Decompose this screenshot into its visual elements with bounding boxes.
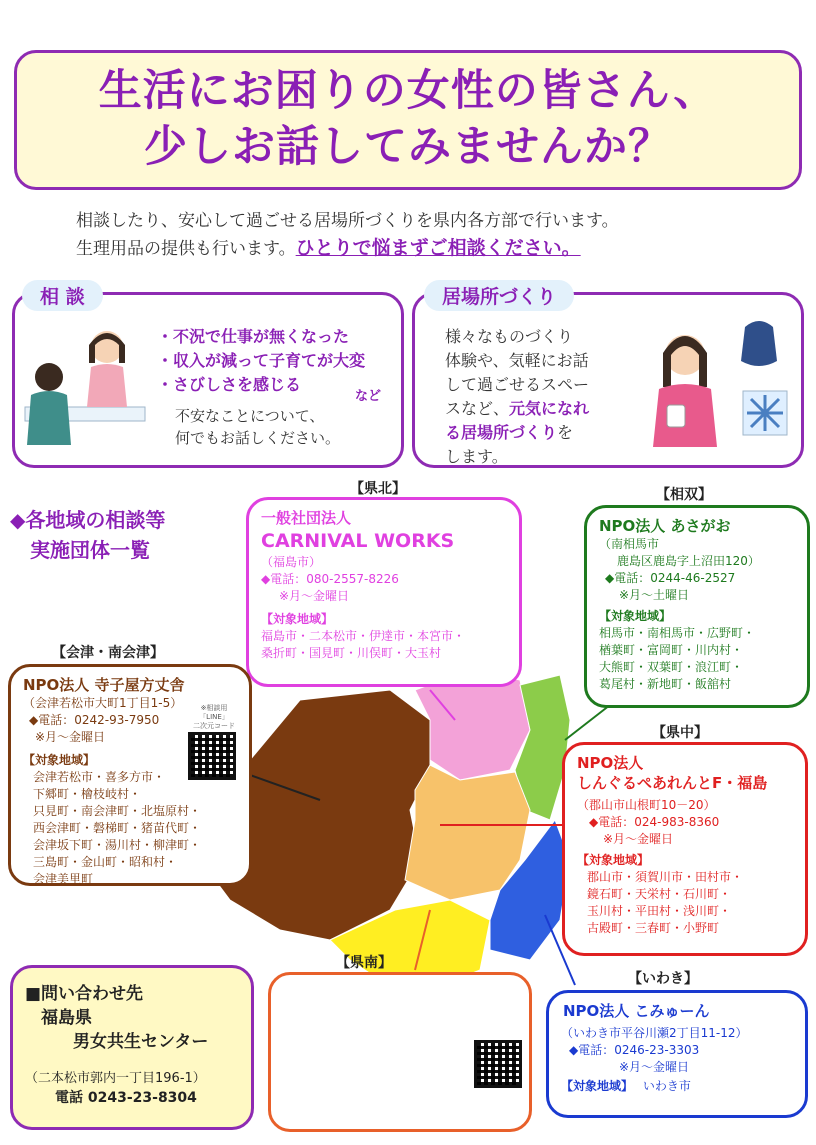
ibasho-line-4 (445, 397, 645, 421)
intro-line-2 (76, 235, 776, 263)
org-komyun-addr: （いわき市平谷川瀬2丁目11-12） (561, 1026, 748, 1040)
relaxing-woman-illustration (625, 307, 805, 457)
ibasho-line-3: して過ごせるスペー (445, 375, 590, 394)
org-list-heading-2: 実施団体一覧 (10, 538, 150, 562)
contact-address: （二本松市郭内一丁目196-1） (25, 1071, 206, 1086)
contact-pref: 福島県 (41, 1008, 92, 1028)
org-terakoya-addr: （会津若松市大町1丁目1-5） (23, 696, 183, 710)
org-list-heading (10, 505, 165, 565)
org-carnival-area-1: 福島市・二本松市・伊達市・本宮市・ (261, 629, 466, 643)
intro-line-2-prefix: 生理用品の提供も行います。 (76, 239, 296, 259)
counseling-illustration (19, 315, 159, 465)
ibasho-line-4b: 元気になれ (509, 399, 590, 418)
sodan-item-1: ・不況で仕事が無くなった (157, 327, 350, 346)
org-asagao (584, 505, 810, 708)
terakoya-qr-note-2: 「LINE」 (199, 713, 229, 721)
title-line-2: 少しお話してみませんか？ (144, 122, 672, 172)
contact-heading: ■問い合わせ先 (25, 984, 144, 1004)
org-terakoya-area-2: 下郷町・檜枝岐村・ (33, 787, 142, 801)
org-asagao-area-label: 【対象地域】 (599, 609, 672, 623)
sodan-items (157, 325, 365, 397)
region-label-kenpoku: 【県北】 (350, 481, 406, 497)
terakoya-qr-code[interactable] (188, 732, 236, 780)
intro-line-1: 相談したり、安心して過ごせる居場所づくりを県内各方部で行います。 (76, 211, 619, 231)
kakecomi-qr-code[interactable] (474, 1040, 522, 1088)
org-single-hours: ※月～金曜日 (603, 832, 674, 846)
sodan-body-1: 不安なことについて、 (175, 407, 325, 425)
region-label-iwaki: 【いわき】 (628, 971, 698, 987)
org-terakoya-name: NPO法人 寺子屋方丈舎 (23, 676, 185, 694)
org-asagao-tel: ◆電話：0244-46-2527 (605, 571, 736, 585)
contact-center: 男女共生センター (73, 1032, 209, 1052)
org-single-area-1: 郡山市・須賀川市・田村市・ (587, 870, 744, 884)
sodan-item-3: ・さびしさを感じる (157, 375, 302, 394)
org-single-area-4: 古殿町・三春町・小野町 (587, 921, 720, 935)
org-single-parent (562, 742, 808, 956)
org-carnival-area-2: 桑折町・国見町・川俣町・大玉村 (261, 646, 442, 660)
org-single-area-2: 鏡石町・天栄村・石川町・ (587, 887, 732, 901)
ibasho-line-1: 様々なものづくり (445, 327, 574, 346)
org-list-heading-1: ◆各地域の相談等 (10, 508, 166, 532)
org-carnival-area-label: 【対象地域】 (261, 612, 334, 626)
org-single-type: NPO法人 (577, 754, 644, 772)
org-komyun-hours: ※月～金曜日 (619, 1060, 690, 1074)
ibasho-panel (412, 292, 804, 468)
contact-tel: 電話 0243-23-8304 (55, 1090, 197, 1106)
org-komyun-tel: ◆電話：0246-23-3303 (569, 1043, 700, 1057)
region-label-soso: 【相双】 (656, 487, 712, 503)
org-terakoya-area-1: 会津若松市・喜多方市・ (33, 770, 166, 784)
org-terakoya-area-4: 西会津町・磐梯町・猪苗代町・ (33, 821, 202, 835)
ibasho-body (445, 325, 645, 469)
ibasho-line-5b: を (557, 423, 574, 442)
org-terakoya-hours: ※月～金曜日 (35, 730, 106, 744)
org-single-addr: （郡山市山根町10－20） (577, 798, 716, 812)
org-terakoya-area-6: 三島町・金山町・昭和村・ (33, 855, 178, 869)
contact-box (10, 965, 254, 1130)
terakoya-qr-note (186, 704, 242, 731)
sodan-nado: など (355, 389, 382, 404)
org-carnival-type: 一般社団法人 (261, 509, 352, 527)
terakoya-qr-note-3: 二次元コード (193, 722, 235, 730)
title-box (14, 50, 802, 190)
org-terakoya-area-label: 【対象地域】 (23, 753, 96, 767)
sodan-panel (12, 292, 404, 468)
intro-highlight: ひとりで悩まずご相談ください。 (295, 237, 581, 259)
title-line-1: 生活にお困りの女性の皆さん、 (98, 66, 718, 117)
org-asagao-area-2: 楢葉町・富岡町・川内村・ (599, 643, 744, 657)
org-komyun-area-label: 【対象地域】 (561, 1079, 634, 1093)
org-asagao-name: NPO法人 あさがお (599, 517, 731, 535)
org-single-area-3: 玉川村・平田村・浅川町・ (587, 904, 732, 918)
sodan-body-2: 何でもお話しください。 (175, 429, 341, 447)
region-label-kenchu: 【県中】 (652, 725, 708, 741)
org-carnival-name: CARNIVAL WORKS (261, 530, 455, 552)
org-komyun (546, 990, 808, 1118)
ibasho-line-2: 体験や、気軽にお話 (445, 351, 589, 370)
org-terakoya-area-3: 只見町・南会津町・北塩原村・ (33, 804, 202, 818)
sodan-body (175, 405, 340, 449)
org-asagao-area-3: 大熊町・双葉町・浪江町・ (599, 660, 744, 674)
ibasho-tag: 居場所づくり (424, 280, 574, 311)
org-asagao-addr-1: （南相馬市 (599, 537, 660, 551)
org-single-name: しんぐるぺあれんとF・福島 (577, 774, 768, 792)
sodan-item-2: ・収入が減って子育てが大変 (157, 351, 366, 370)
ibasho-line-5 (445, 421, 645, 445)
org-terakoya-tel: ◆電話：0242-93-7950 (29, 713, 160, 727)
region-label-aizu: 【会津・南会津】 (52, 645, 164, 661)
intro-text (76, 208, 776, 263)
org-carnival-city: （福島市） (261, 555, 322, 569)
sodan-tag: 相 談 (22, 280, 103, 311)
org-terakoya-area-5: 会津坂下町・湯川村・柳津町・ (33, 838, 202, 852)
org-carnival-works (246, 497, 522, 687)
org-komyun-area (561, 1078, 793, 1095)
ibasho-line-4a: スなど、 (445, 399, 510, 418)
org-asagao-area-4: 葛尾村・新地町・飯舘村 (599, 677, 732, 691)
org-komyun-name: NPO法人 こみゅーん (563, 1002, 710, 1020)
org-carnival-hours: ※月～金曜日 (279, 589, 350, 603)
org-komyun-area-value: いわき市 (642, 1079, 691, 1093)
region-label-kennan: 【県南】 (336, 955, 392, 971)
org-asagao-hours: ※月～土曜日 (619, 588, 690, 602)
ibasho-line-6: します。 (445, 447, 508, 466)
org-asagao-addr-2: 鹿島区鹿島字上沼田120） (617, 554, 760, 568)
org-terakoya-area-7: 会津美里町 (33, 872, 94, 886)
org-asagao-area-1: 相馬市・南相馬市・広野町・ (599, 626, 756, 640)
terakoya-qr-note-1: ※相談用 (200, 704, 228, 712)
org-single-tel: ◆電話：024-983-8360 (589, 815, 720, 829)
org-single-area-label: 【対象地域】 (577, 853, 650, 867)
ibasho-line-5a: る居場所づくり (445, 423, 558, 442)
org-carnival-tel: ◆電話：080-2557-8226 (261, 572, 399, 586)
